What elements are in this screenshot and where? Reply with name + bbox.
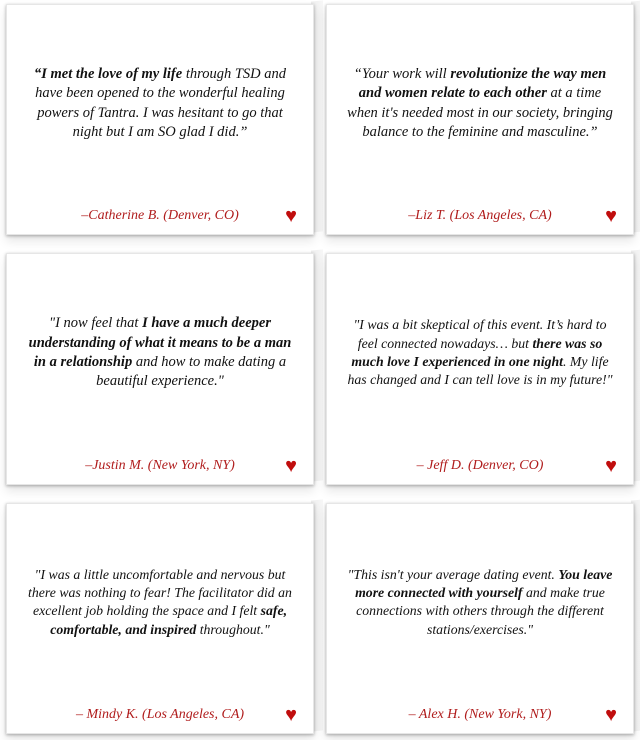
testimonial-quote: "I was a little uncomfortable and nervous but there was nothing to fear! The facilitator did an excellent job holding the space and I felt safe, comfortable, and inspired throughout." <box>28 566 292 637</box>
testimonial-card-jeff-d <box>326 253 634 484</box>
testimonial-attribution: – Alex H. (New York, NY) <box>408 706 552 722</box>
testimonial-card-wrap <box>6 503 314 734</box>
testimonial-card-mindy-k <box>6 503 314 734</box>
testimonial-card-wrap <box>326 4 634 235</box>
testimonial-card-wrap <box>326 503 634 734</box>
heart-icon: ♥ <box>605 703 617 726</box>
heart-icon: ♥ <box>285 454 297 477</box>
testimonial-attribution: –Justin M. (New York, NY) <box>85 457 235 473</box>
testimonial-quote: "I was a bit skeptical of this event. It’s hard to feel connected nowadays… but there was so much love I experienced in one night. My life has changed and I can tell love is in my future!" <box>347 317 613 388</box>
testimonial-quote: “I met the love of my life through TSD and have been opened to the wonderful healing powers of Tantra. I was hesitant to go that night but I am SO glad I did.” <box>34 66 286 140</box>
testimonial-attribution: – Mindy K. (Los Angeles, CA) <box>75 706 245 722</box>
testimonial-card-alex-h <box>326 503 634 734</box>
testimonial-card-liz-t <box>326 4 634 235</box>
testimonial-card-wrap <box>326 253 634 484</box>
testimonial-footer <box>21 689 299 725</box>
testimonial-footer <box>21 440 299 476</box>
testimonial-footer <box>341 440 619 476</box>
testimonial-footer <box>341 689 619 725</box>
testimonial-footer <box>21 190 299 226</box>
testimonial-quote: “Your work will revolutionize the way men and women relate to each other at a time when it's needed most in our society, bringing balance to the feminine and masculine.” <box>347 66 613 140</box>
testimonial-attribution: –Catherine B. (Denver, CO) <box>81 208 239 224</box>
heart-icon: ♥ <box>285 703 297 726</box>
testimonial-card-justin-m <box>6 253 314 484</box>
testimonial-footer <box>341 190 619 226</box>
heart-icon: ♥ <box>605 205 617 228</box>
testimonial-quote: "I now feel that I have a much deeper understanding of what it means to be a man in a relationship and how to make dating a beautiful experience." <box>28 315 292 390</box>
testimonial-quote: "This isn't your average dating event. You leave more connected with yourself and make true connections with others through the different stations/exercises." <box>347 566 613 637</box>
testimonial-card-catherine-b <box>6 4 314 235</box>
heart-icon: ♥ <box>285 205 297 228</box>
testimonial-attribution: –Liz T. (Los Angeles, CA) <box>408 208 552 224</box>
testimonial-attribution: – Jeff D. (Denver, CO) <box>416 457 544 473</box>
testimonial-card-wrap <box>6 253 314 484</box>
testimonial-card-wrap <box>6 4 314 235</box>
heart-icon: ♥ <box>605 454 617 477</box>
